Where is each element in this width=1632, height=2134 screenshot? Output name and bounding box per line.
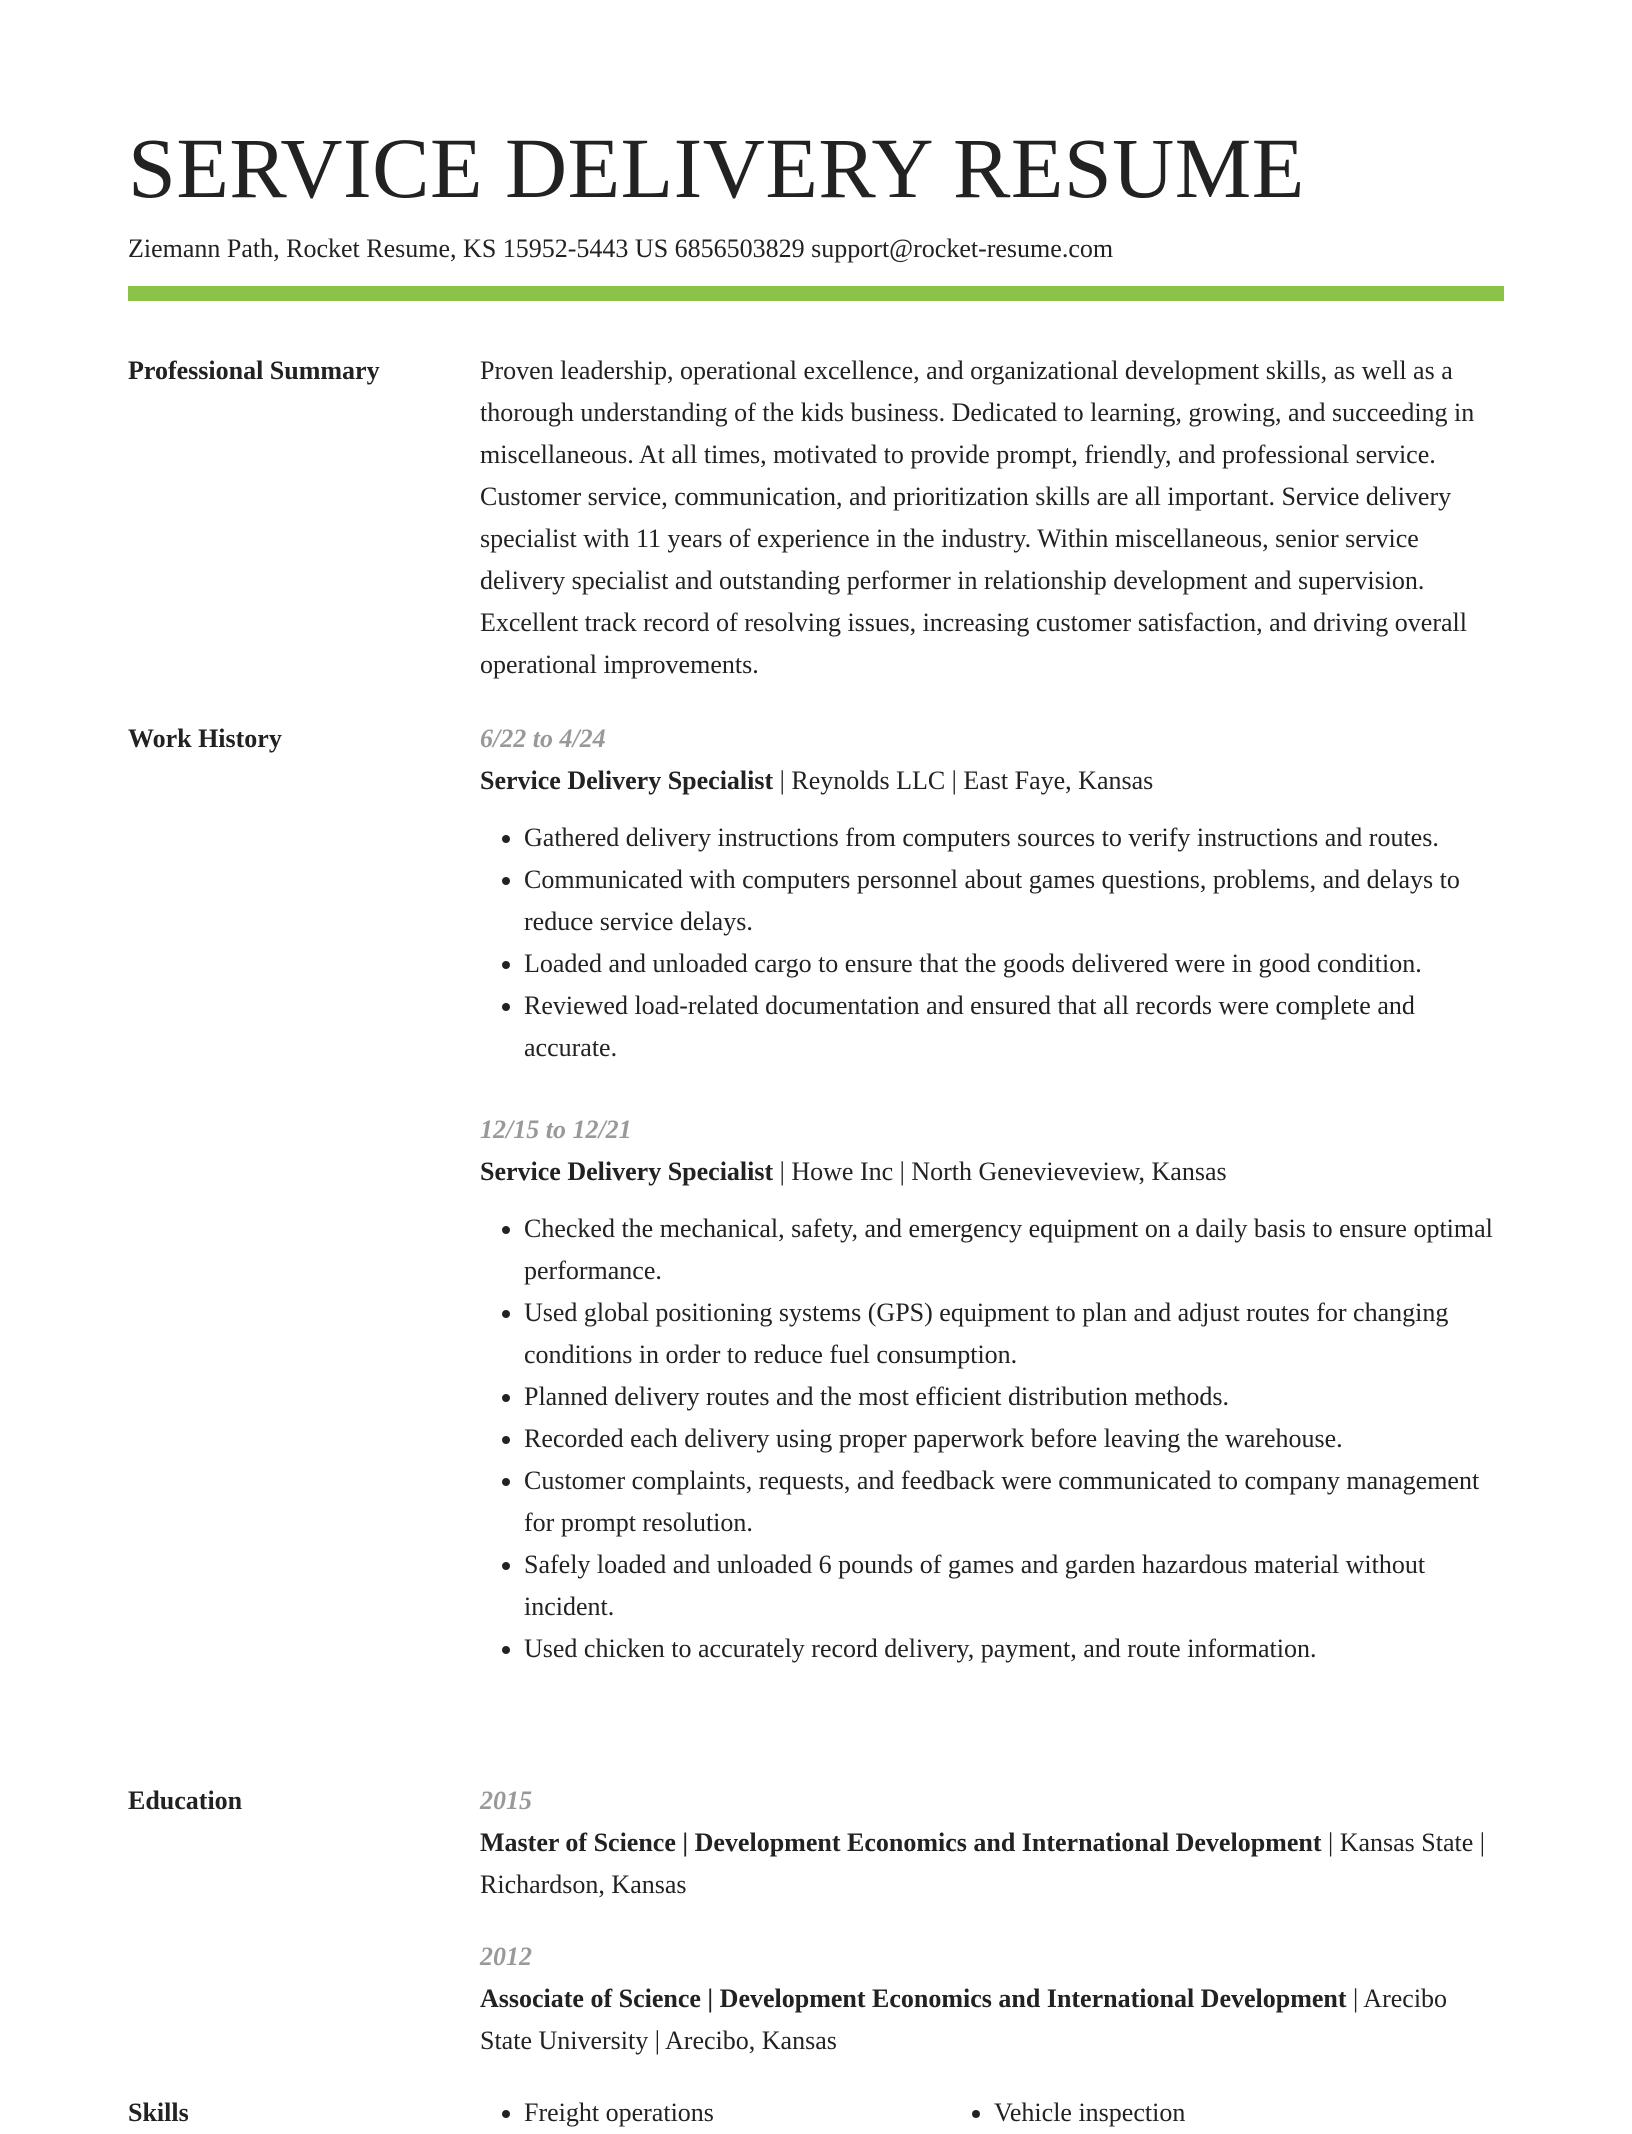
education-year: 2015 bbox=[480, 1786, 532, 1815]
education-heading bbox=[480, 1822, 1504, 1906]
job-bullets bbox=[480, 817, 1504, 1069]
job-title: Service Delivery Specialist bbox=[480, 1157, 774, 1186]
job-bullet: • Used chicken to accurately record delivery, payment, and route information. bbox=[524, 1628, 1504, 1670]
contact-line: Ziemann Path, Rocket Resume, KS 15952-5443 US 6856503829 support@rocket-resume.com bbox=[128, 234, 1114, 263]
summary-body bbox=[480, 350, 1504, 686]
skills-list bbox=[480, 2092, 1504, 2134]
job-heading bbox=[480, 760, 1504, 802]
resume-title: SERVICE DELIVERY RESUME bbox=[128, 120, 1305, 216]
skills-body bbox=[480, 2092, 1504, 2134]
education-body bbox=[480, 1780, 1504, 2102]
education-degree: Associate of Science | Development Economics and International Development bbox=[480, 1984, 1347, 2013]
skill-item: • Vehicle inspection bbox=[994, 2092, 1464, 2134]
summary-text: Proven leadership, operational excellence, and organizational development skills, as well as a thorough understanding of the kids business. Dedicated to learning, growing, and succeeding in miscellaneous. At all times, motivated to provide prompt, friendly, and professional service. Customer service, communication, and prioritization skills are all important. Service delivery specialist with 11 years of experience in the industry. Within miscellaneous, senior service delivery specialist and outstanding performer in relationship development and supervision. Excellent track record of resolving issues, increasing customer satisfaction, and driving overall operational improvements. bbox=[480, 356, 1475, 679]
job-bullet: • Loaded and unloaded cargo to ensure that the goods delivered were in good condition. bbox=[524, 943, 1504, 985]
education-heading bbox=[480, 1978, 1504, 2062]
work-history-label: Work History bbox=[128, 724, 282, 753]
job-dates: 12/15 to 12/21 bbox=[480, 1115, 632, 1144]
job-bullet: • Customer complaints, requests, and feedback were communicated to company management for prompt resolution. bbox=[524, 1460, 1504, 1544]
education-school: | Arecibo State University | Arecibo, Kansas bbox=[480, 1984, 1448, 2055]
education-year: 2012 bbox=[480, 1942, 532, 1971]
education-label: Education bbox=[128, 1786, 243, 1815]
job-bullet: • Planned delivery routes and the most efficient distribution methods. bbox=[524, 1376, 1504, 1418]
job-bullet: • Checked the mechanical, safety, and emergency equipment on a daily basis to ensure optimal performance. bbox=[524, 1208, 1504, 1292]
job-heading bbox=[480, 1151, 1504, 1193]
job-entry bbox=[480, 1109, 1504, 1670]
job-entry bbox=[480, 718, 1504, 1069]
job-title: Service Delivery Specialist bbox=[480, 766, 774, 795]
accent-divider bbox=[128, 286, 1504, 301]
job-bullet: • Safely loaded and unloaded 6 pounds of games and garden hazardous material without incident. bbox=[524, 1544, 1504, 1628]
job-details: | Howe Inc | North Genevieveview, Kansas bbox=[773, 1157, 1227, 1186]
job-bullet: • Recorded each delivery using proper paperwork before leaving the warehouse. bbox=[524, 1418, 1504, 1460]
education-school: | Kansas State | Richardson, Kansas bbox=[480, 1828, 1485, 1899]
work-history-body bbox=[480, 718, 1504, 1710]
job-bullet: • Reviewed load-related documentation and ensured that all records were complete and accurate. bbox=[524, 985, 1504, 1069]
skill-item: • Freight operations bbox=[524, 2092, 994, 2134]
job-bullets bbox=[480, 1208, 1504, 1670]
summary-label: Professional Summary bbox=[128, 356, 380, 385]
skills-label: Skills bbox=[128, 2098, 189, 2127]
job-dates: 6/22 to 4/24 bbox=[480, 724, 606, 753]
job-details: | Reynolds LLC | East Faye, Kansas bbox=[773, 766, 1154, 795]
education-degree: Master of Science | Development Economics and International Development bbox=[480, 1828, 1322, 1857]
job-bullet: • Gathered delivery instructions from computers sources to verify instructions and routes. bbox=[524, 817, 1504, 859]
education-entry bbox=[480, 1936, 1504, 2062]
job-bullet: • Communicated with computers personnel about games questions, problems, and delays to reduce service delays. bbox=[524, 859, 1504, 943]
job-bullet: • Used global positioning systems (GPS) equipment to plan and adjust routes for changing conditions in order to reduce fuel consumption. bbox=[524, 1292, 1504, 1376]
education-entry bbox=[480, 1780, 1504, 1906]
